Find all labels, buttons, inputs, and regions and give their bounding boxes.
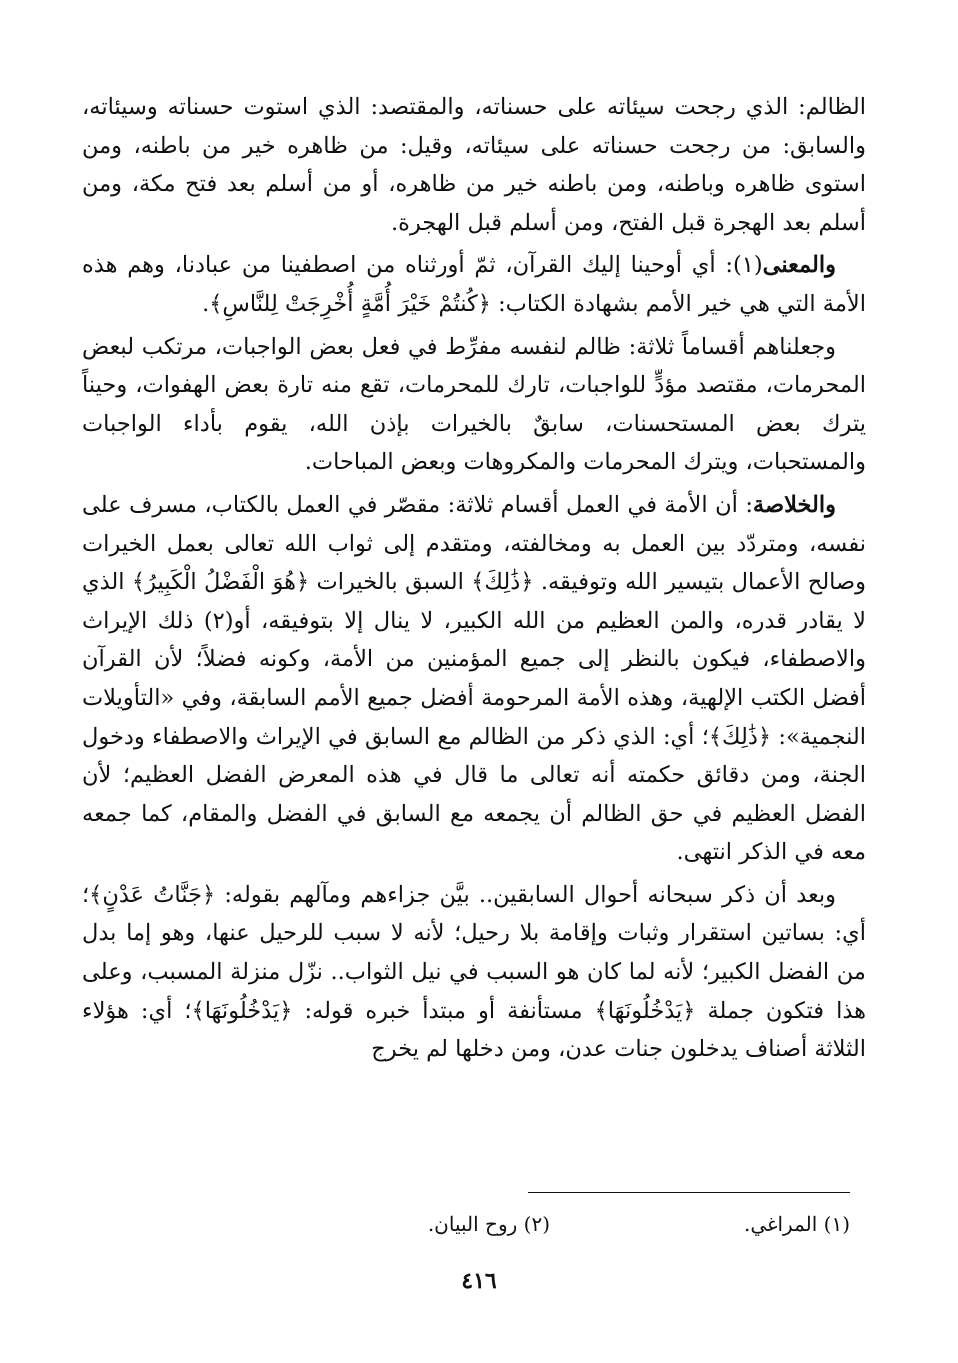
page-number: ٤١٦ [461, 1268, 497, 1294]
paragraph-4-keyword: والخلاصة [752, 491, 836, 518]
paragraph-2-keyword: والمعنى [762, 252, 836, 279]
paragraph-4 [82, 486, 866, 872]
footnotes [250, 1210, 850, 1238]
paragraph-5-text: وبعد أن ذكر سبحانه أحوال السابقين.. بيَّن جزاءهم ومآلهم بقوله: ﴿جَنَّاتُ عَدْنٍ﴾؛ أي: بساتين استقرار وثبات وإقامة بلا رحيل؛ لأنه لا سبب للرحيل عنها، وهو إما بدل من الفضل الكبير؛ لأنه لما كان هو السبب في نيل الثواب.. نزّل منزلة المسبب، وعلى هذا فتكون جملة ﴿يَدْخُلُونَهَا﴾ مستأنفة أو مبتدأ خبره قوله: ﴿يَدْخُلُونَهَا﴾؛ أي: هؤلاء الثلاثة أصناف يدخلون جنات عدن، ومن دخلها لم يخرج [82, 881, 866, 1063]
paragraph-3-text: وجعلناهم أقساماً ثلاثة: ظالم لنفسه مفرِّط في فعل بعض الواجبات، مرتكب لبعض المحرمات، مقتصد مؤدٍّ للواجبات، تارك للمحرمات، تقع منه تارة بعض الهفوات، وحيناً يترك بعض المستحسنات، سابقٌ بالخيرات بإذن الله، يقوم بأداء الواجبات والمستحبات، ويترك المحرمات والمكروهات وبعض المباحات. [82, 333, 866, 476]
paragraph-1 [82, 88, 866, 242]
main-text [82, 88, 866, 1073]
paragraph-2 [82, 246, 866, 323]
paragraph-1-text: الظالم: الذي رجحت سيئاته على حسناته، والمقتصد: الذي استوت حسناته وسيئاته، والسابق: من رجحت حسناته على سيئاته، وقيل: من ظاهره خير من باطنه، ومن استوى ظاهره وباطنه، ومن باطنه خير من ظاهره، أو من أسلم بعد فتح مكة، ومن أسلم بعد الهجرة قبل الفتح، ومن أسلم قبل الهجرة. [82, 94, 866, 236]
footnote-2: (٢) روح البيان. [427, 1212, 550, 1236]
paragraph-2-text: (١): أي أوحينا إليك القرآن، ثمّ أورثناه من اصطفينا من عبادنا، وهم هذه الأمة التي هي خير الأمم بشهادة الكتاب: ﴿كُنتُمْ خَيْرَ أُمَّةٍ أُخْرِجَتْ لِلنَّاسِ﴾. [82, 252, 866, 317]
paragraph-3 [82, 328, 866, 482]
paragraph-5 [82, 876, 866, 1069]
footnote-divider [528, 1192, 850, 1193]
footnote-1: (١) المراغي. [743, 1212, 850, 1236]
paragraph-4-text: : أن الأمة في العمل أقسام ثلاثة: مقصّر في العمل بالكتاب، مسرف على نفسه، ومتردّد بين العمل به ومخالفته، ومتقدم إلى ثواب الله تعالى بعمل الخيرات وصالح الأعمال بتيسير الله وتوفيقه. ﴿ذَٰلِكَ﴾ السبق بالخيرات ﴿هُوَ الْفَضْلُ الْكَبِيرُ﴾ الذي لا يقادر قدره، والمن العظيم من الله الكبير، لا ينال إلا بتوفيقه، أو(٢) ذلك الإيراث والاصطفاء، فيكون بالنظر إلى جميع المؤمنين من الأمة، وكونه فضلاً؛ لأن القرآن أفضل الكتب الإلهية، وهذه الأمة المرحومة أفضل جميع الأمم السابقة، وفي «التأويلات النجمية»: ﴿ذَٰلِكَ﴾؛ أي: الذي ذكر من الظالم مع السابق في الإيراث والاصطفاء ودخول الجنة، ومن دقائق حكمته أنه تعالى ما قال في هذه المعرض الفضل العظيم؛ لأن الفضل العظيم في حق الظالم أن يجمعه مع السابق في الفضل والمقام، كما جمعه معه في الذكر انتهى. [82, 491, 866, 866]
